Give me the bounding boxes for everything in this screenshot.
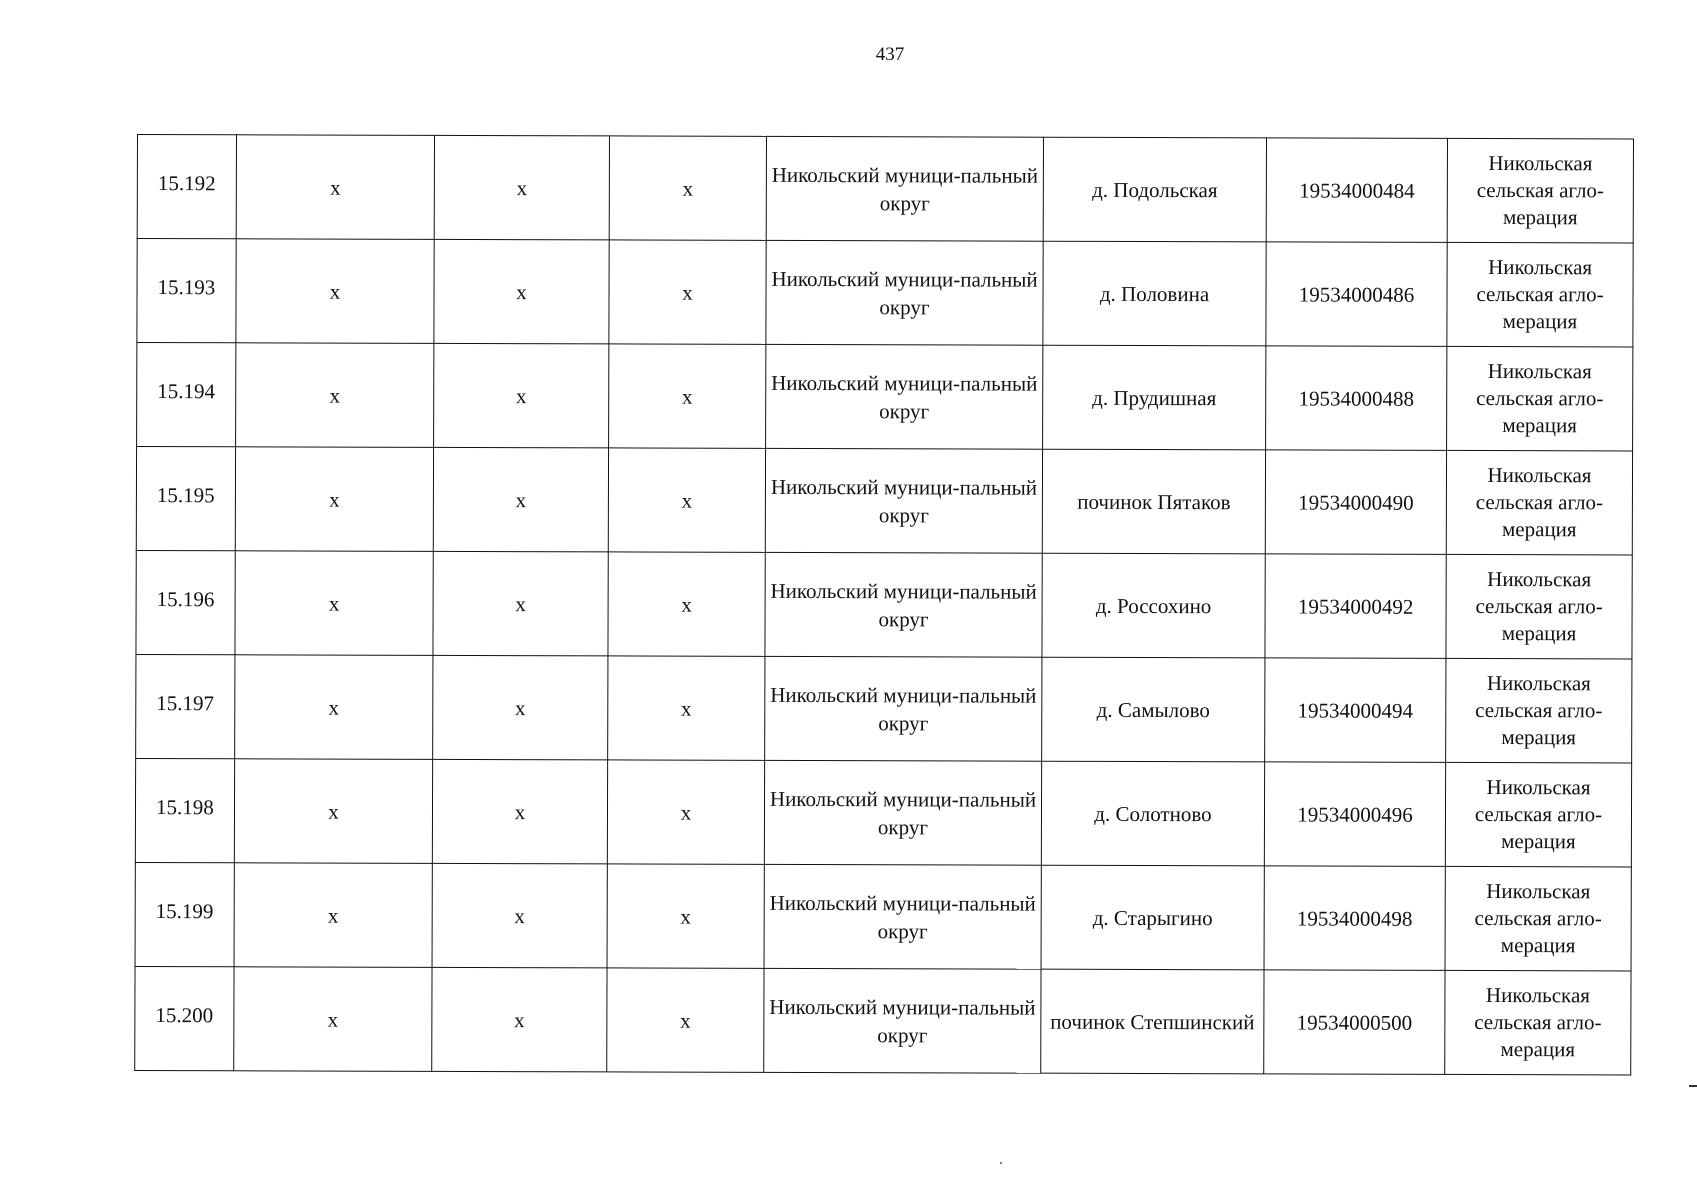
table-row: [135, 758, 1631, 866]
cell-x: x: [607, 760, 764, 864]
scan-mark: [1689, 1085, 1697, 1087]
code-cell: 19534000500: [1264, 970, 1445, 1075]
table-container: [134, 134, 1634, 1075]
cell-x: x: [234, 863, 432, 968]
district-cell: Никольский муници-пальный округ: [766, 136, 1043, 241]
cell-x: x: [433, 447, 608, 552]
agglomeration-cell: Никольская сельская агло-мерация: [1447, 138, 1633, 243]
cell-x: x: [236, 239, 434, 344]
cell-x: x: [607, 864, 764, 968]
cell-x: x: [235, 551, 433, 656]
district-cell: Никольский муници-пальный округ: [766, 344, 1043, 449]
cell-x: x: [235, 655, 433, 760]
district-cell: Никольский муници-пальный округ: [765, 552, 1042, 657]
cell-x: x: [236, 135, 434, 240]
cell-x: x: [609, 240, 766, 344]
page-number: 437: [875, 44, 905, 65]
row-number: 15.192: [137, 135, 236, 239]
settlement-cell: д. Старыгино: [1041, 865, 1264, 970]
settlement-cell: починок Степшинский: [1041, 969, 1264, 1074]
row-number: 15.194: [137, 343, 236, 447]
agglomeration-cell: Никольская сельская агло-мерация: [1447, 346, 1633, 451]
row-number: 15.199: [135, 862, 234, 966]
agglomeration-cell: Никольская сельская агло-мерация: [1446, 554, 1632, 659]
settlements-table: [134, 134, 1634, 1075]
agglomeration-cell: Никольская сельская агло-мерация: [1445, 762, 1631, 867]
agglomeration-cell: Никольская сельская агло-мерация: [1446, 450, 1632, 555]
scan-dot: [1000, 1162, 1002, 1164]
code-cell: 19534000486: [1266, 242, 1447, 347]
cell-x: x: [434, 343, 609, 448]
row-number: 15.196: [136, 550, 235, 654]
code-cell: 19534000494: [1265, 658, 1446, 763]
district-cell: Никольский муници-пальный округ: [766, 240, 1043, 345]
cell-x: x: [432, 967, 607, 1072]
district-cell: Никольский муници-пальный округ: [765, 448, 1042, 553]
district-cell: Никольский муници-пальный округ: [764, 864, 1041, 969]
cell-x: x: [433, 551, 608, 656]
table-row: [137, 343, 1633, 451]
table-body: [135, 135, 1634, 1075]
cell-x: x: [607, 968, 764, 1072]
code-cell: 19534000484: [1266, 138, 1447, 243]
agglomeration-cell: Никольская сельская агло-мерация: [1445, 866, 1631, 971]
agglomeration-cell: Никольская сельская агло-мерация: [1446, 658, 1632, 763]
settlement-cell: д. Россохино: [1042, 553, 1265, 658]
code-cell: 19534000492: [1265, 554, 1446, 659]
code-cell: 19534000490: [1265, 450, 1446, 555]
settlement-cell: д. Самылово: [1042, 657, 1265, 762]
row-number: 15.195: [136, 447, 235, 551]
row-number: 15.193: [137, 239, 236, 343]
cell-x: x: [432, 863, 607, 968]
table-row: [136, 550, 1632, 658]
cell-x: x: [609, 344, 766, 448]
cell-x: x: [235, 447, 433, 552]
settlement-cell: д. Солотново: [1041, 761, 1264, 866]
table-row: [136, 447, 1632, 555]
cell-x: x: [609, 136, 766, 240]
row-number: 15.200: [135, 966, 234, 1070]
cell-x: x: [608, 448, 765, 552]
table-row: [136, 654, 1632, 762]
settlement-cell: д. Прудишная: [1043, 345, 1266, 450]
settlement-cell: д. Половина: [1043, 241, 1266, 346]
cell-x: x: [434, 135, 609, 240]
cell-x: x: [234, 967, 432, 1072]
table-row: [137, 239, 1633, 347]
settlement-cell: починок Пятаков: [1042, 449, 1265, 554]
cell-x: x: [234, 759, 432, 864]
code-cell: 19534000498: [1264, 866, 1445, 971]
agglomeration-cell: Никольская сельская агло-мерация: [1445, 970, 1631, 1075]
district-cell: Никольский муници-пальный округ: [764, 968, 1041, 1073]
cell-x: x: [608, 656, 765, 760]
cell-x: x: [608, 552, 765, 656]
code-cell: 19534000496: [1264, 762, 1445, 867]
district-cell: Никольский муници-пальный округ: [764, 760, 1041, 865]
cell-x: x: [434, 239, 609, 344]
district-cell: Никольский муници-пальный округ: [765, 656, 1042, 761]
table-row: [135, 966, 1631, 1074]
table-row: [135, 862, 1631, 970]
settlement-cell: д. Подольская: [1043, 137, 1266, 242]
row-number: 15.197: [136, 654, 235, 758]
cell-x: x: [236, 343, 434, 448]
code-cell: 19534000488: [1266, 346, 1447, 451]
cell-x: x: [432, 759, 607, 864]
agglomeration-cell: Никольская сельская агло-мерация: [1447, 242, 1633, 347]
cell-x: x: [433, 655, 608, 760]
table-row: [137, 135, 1633, 243]
row-number: 15.198: [135, 758, 234, 862]
